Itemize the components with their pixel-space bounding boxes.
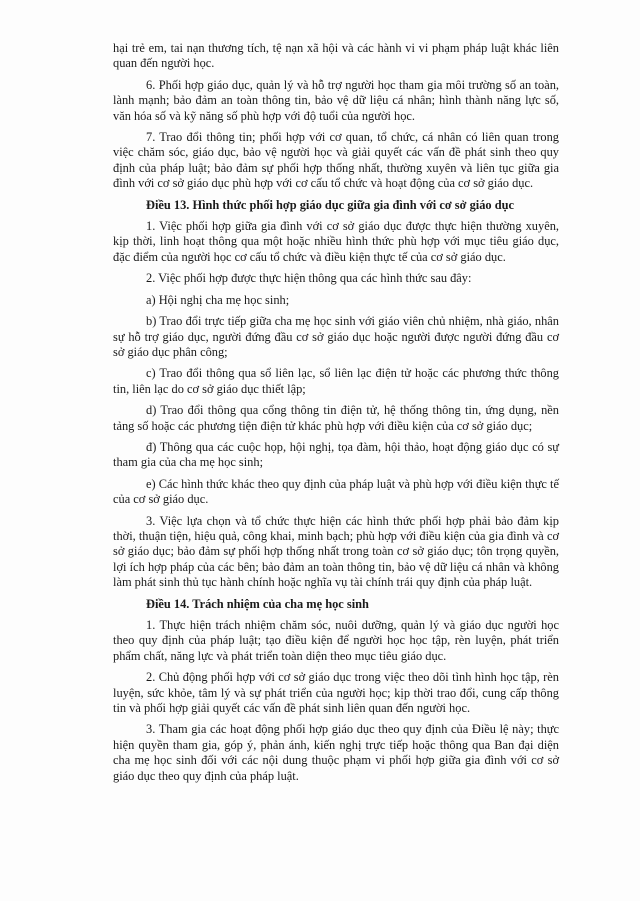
- article-13-point-d: d) Trao đổi thông qua cổng thông tin điện tử, hệ thống thông tin, ứng dụng, nền tảng số hoặc các phương tiện điện tử khác phù hợp với điều kiện của cơ sở giáo dục;: [113, 403, 559, 433]
- article-14-clause-1: 1. Thực hiện trách nhiệm chăm sóc, nuôi dưỡng, quản lý và giáo dục người học theo quy định của pháp luật; tạo điều kiện để người học học tập, rèn luyện, phát triển phẩm chất, năng lực và phát triển toàn diện theo mục tiêu giáo dục.: [113, 618, 559, 663]
- article-13-point-e: e) Các hình thức khác theo quy định của pháp luật và phù hợp với điều kiện thực tế của cơ sở giáo dục.: [113, 476, 559, 507]
- paragraph-item-7: 7. Trao đổi thông tin; phối hợp với cơ quan, tổ chức, cá nhân có liên quan trong việc chăm sóc, giáo dục, bảo vệ người học và giải quyết các vấn đề phát sinh theo quy định của pháp luật; bảo đảm sự phối hợp thống nhất, thường xuyên và liên tục giữa gia đình với cơ sở giáo dục phù hợp với cơ cấu tổ chức và hoạt động của cơ sở giáo dục.: [113, 130, 559, 191]
- article-13-clause-3: 3. Việc lựa chọn và tổ chức thực hiện các hình thức phối hợp phải bảo đảm kịp thời, thuận tiện, hiệu quả, công khai, minh bạch; phù hợp với điều kiện của gia đình và cơ sở giáo dục; bảo đảm sự phối hợp thống nhất trong toàn cơ sở giáo dục; tôn trọng quyền, lợi ích hợp pháp của các bên; bảo đảm an toàn thông tin, bảo vệ dữ liệu cá nhân và không làm phát sinh thủ tục hành chính hoặc nghĩa vụ tài chính trái quy định của pháp luật.: [113, 513, 559, 590]
- article-13-point-a: a) Hội nghị cha mẹ học sinh;: [146, 292, 290, 307]
- paragraph-continuation: hại trẻ em, tai nạn thương tích, tệ nạn xã hội và các hành vi vi phạm pháp luật khác liên quan đến người học.: [113, 41, 559, 71]
- article-13-point-dd: đ) Thông qua các cuộc họp, hội nghị, tọa đàm, hội thảo, hoạt động giáo dục có sự tham gia của cha mẹ học sinh;: [113, 439, 559, 470]
- article-13-clause-1: 1. Việc phối hợp giữa gia đình với cơ sở giáo dục được thực hiện thường xuyên, kịp thời, linh hoạt thông qua một hoặc nhiều hình thức phù hợp với mục tiêu giáo dục, đặc điểm của người học cơ cấu tổ chức và điều kiện thực tế của cơ sở giáo dục.: [113, 219, 559, 264]
- article-14-clause-3: 3. Tham gia các hoạt động phối hợp giáo dục theo quy định của Điều lệ này; thực hiện quyền tham gia, góp ý, phản ánh, kiến nghị trực tiếp hoặc thông qua Ban đại diện cha mẹ học sinh đối với các nội dung thuộc phạm vi phối hợp giữa gia đình với cơ sở giáo dục theo quy định của pháp luật.: [113, 722, 559, 783]
- article-13-point-b: b) Trao đổi trực tiếp giữa cha mẹ học sinh với giáo viên chủ nhiệm, nhà giáo, nhân sự hỗ trợ giáo dục, người đứng đầu cơ sở giáo dục hoặc người được người đứng đầu cơ sở giáo dục phân công;: [113, 314, 559, 359]
- article-14-clause-2: 2. Chủ động phối hợp với cơ sở giáo dục trong việc theo dõi tình hình học tập, rèn luyện, sức khỏe, tâm lý và sự phát triển của người học; kịp thời trao đổi, cung cấp thông tin và phối hợp giải quyết các vấn đề phát sinh liên quan đến người học.: [113, 670, 559, 716]
- article-13-heading: Điều 13. Hình thức phối hợp giáo dục giữa gia đình với cơ sở giáo dục: [146, 197, 514, 212]
- article-13-clause-2: 2. Việc phối hợp được thực hiện thông qua các hình thức sau đây:: [146, 271, 472, 286]
- article-14-heading: Điều 14. Trách nhiệm của cha mẹ học sinh: [146, 596, 369, 611]
- article-13-point-c: c) Trao đổi thông qua sổ liên lạc, sổ liên lạc điện tử hoặc các phương thức thông tin, liên lạc do cơ sở giáo dục thiết lập;: [113, 366, 559, 396]
- paragraph-item-6: 6. Phối hợp giáo dục, quản lý và hỗ trợ người học tham gia môi trường số an toàn, lành mạnh; bảo đảm an toàn thông tin, bảo vệ dữ liệu cá nhân; hình thành năng lực số, văn hóa số và kỹ năng số phù hợp với độ tuổi của người học.: [113, 77, 559, 123]
